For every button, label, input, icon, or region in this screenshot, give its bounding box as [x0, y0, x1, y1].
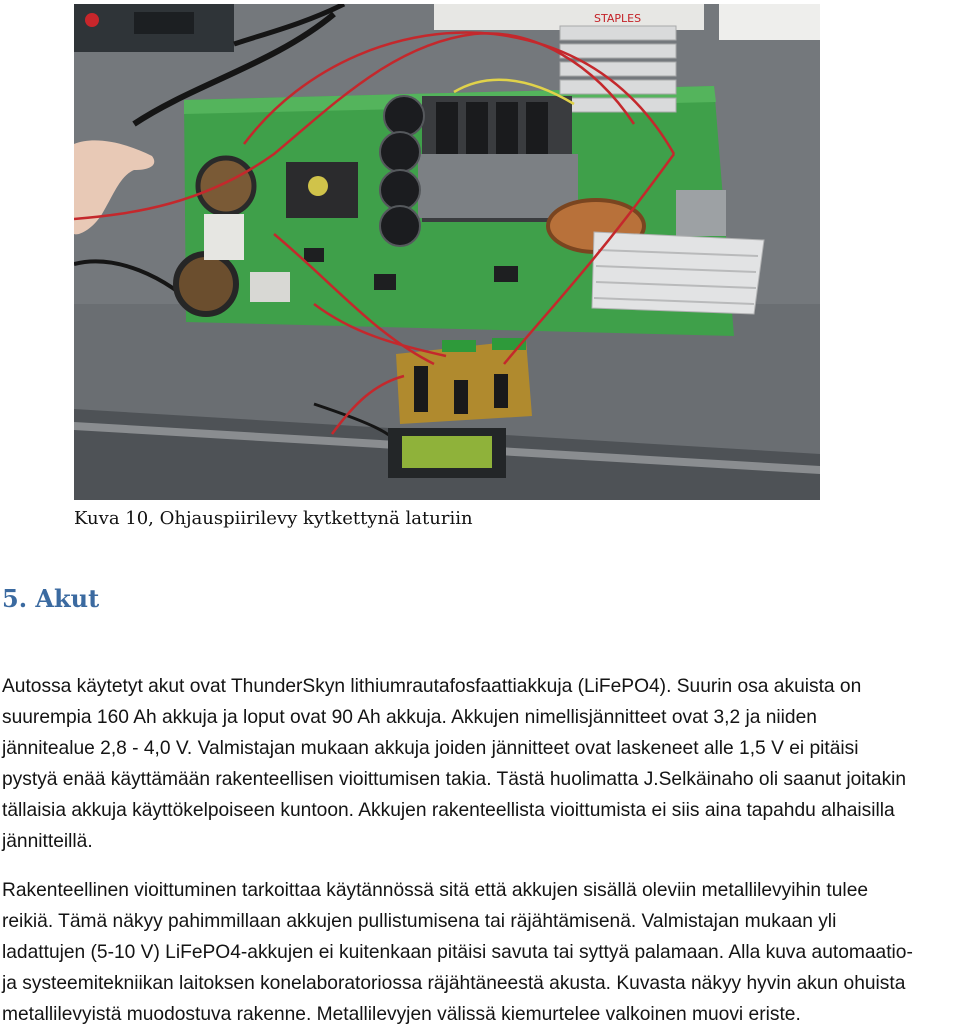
paragraph-line: metallilevyistä muodostuva rakenne. Metallilevyjen välissä kiemurtelee valkoinen muovi eriste. [2, 1004, 801, 1025]
paragraph-line: Rakenteellinen vioittuminen tarkoittaa käytännössä sitä että akkujen sisällä oleviin metallilevyihin tulee [2, 880, 869, 901]
paragraph-structural-damage [2, 875, 958, 1030]
paragraph-line: ladattujen (5-10 V) LiFePO4-akkujen ei kuitenkaan pitäisi savuta tai syttyä palamaan. Alla kuva automaatio- [2, 942, 913, 963]
figure-caption: Kuva 10, Ohjauspiirilevy kytkettynä laturiin [74, 508, 473, 529]
paragraph-line: Autossa käytetyt akut ovat ThunderSkyn lithiumrautafosfaattiakkuja (LiFePO4). Suurin osa akuista on [2, 676, 862, 697]
paragraph-batteries-overview [2, 671, 958, 857]
paragraph-line: reikiä. Tämä näkyy pahimmillaan akkujen pullistumisena tai räjähtämisenä. Valmistajan mukaan yli [2, 911, 837, 932]
paragraph-line: ja systeemitekniikan laitoksen konelaboratoriossa räjähtäneestä akusta. Kuvasta näkyy hyvin akun ohuista [2, 973, 906, 994]
paragraph-line: pystyä enää käyttämään rakenteellisen vioittumisen takia. Tästä huolimatta J.Selkäinaho oli saanut joitakin [2, 769, 907, 790]
paragraph-line: suurempia 160 Ah akkuja ja loput ovat 90 Ah akkuja. Akkujen nimellisjännitteet ovat 3,2 ja niiden [2, 707, 817, 728]
section-heading: 5. Akut [2, 584, 100, 613]
staples-label: STAPLES [594, 12, 642, 25]
paragraph-line: jännitteillä. [2, 831, 93, 852]
charger-control-board-photo [74, 4, 820, 500]
paragraph-line: jännitealue 2,8 - 4,0 V. Valmistajan mukaan akkuja joiden jännitteet ovat laskeneet alle 1,5 V ei pitäisi [2, 738, 859, 759]
paragraph-line: tällaisia akkuja käyttökelpoiseen kuntoon. Akkujen rakenteellista vioittumista ei siis aina tapahdu alhaisilla [2, 800, 895, 821]
